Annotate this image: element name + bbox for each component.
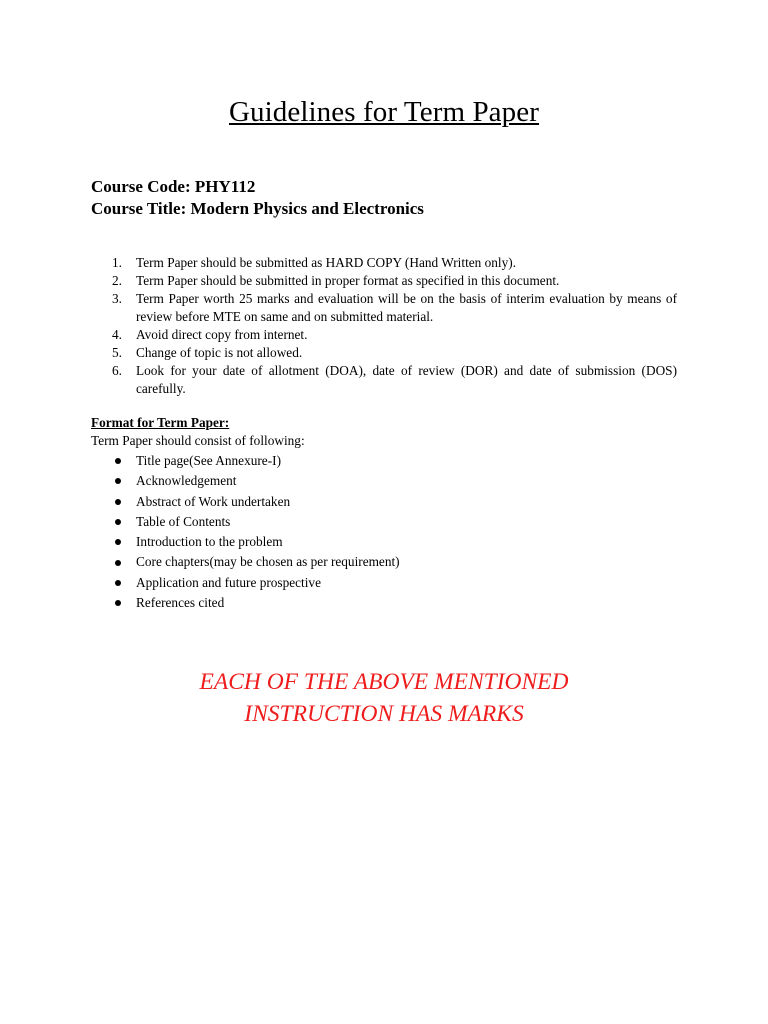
instruction-text: Term Paper should be submitted in proper format as specified in this document. bbox=[136, 273, 560, 288]
format-item-text: Introduction to the problem bbox=[136, 534, 283, 550]
instruction-item bbox=[91, 272, 677, 290]
format-intro: Term Paper should consist of following: bbox=[91, 433, 305, 448]
format-list bbox=[91, 451, 400, 613]
instruction-list bbox=[91, 254, 677, 398]
bullet-icon bbox=[91, 458, 136, 464]
format-item-text: Table of Contents bbox=[136, 513, 231, 529]
format-list-item bbox=[91, 451, 400, 471]
format-list-item bbox=[91, 532, 400, 552]
format-list-item bbox=[91, 512, 400, 532]
instruction-item bbox=[91, 362, 677, 398]
instruction-text: Look for your date of allotment (DOA), date of review (DOR) and date of submission (DOS) carefully. bbox=[136, 363, 677, 396]
marks-warning bbox=[0, 666, 768, 730]
instruction-number: 1. bbox=[112, 255, 122, 270]
instruction-text: Term Paper worth 25 marks and evaluation will be on the basis of interim evaluation by means of review before MTE on same and on submitted material. bbox=[136, 291, 677, 324]
format-list-item bbox=[91, 492, 400, 512]
instruction-item bbox=[91, 290, 677, 326]
format-list-item bbox=[91, 593, 400, 613]
format-item-text: Abstract of Work undertaken bbox=[136, 493, 291, 509]
instruction-number: 3. bbox=[112, 291, 122, 306]
bullet-icon bbox=[91, 539, 136, 545]
instruction-number: 5. bbox=[112, 345, 122, 360]
format-list-item bbox=[91, 471, 400, 491]
format-list-item bbox=[91, 552, 400, 572]
page-title: Guidelines for Term Paper bbox=[229, 96, 539, 128]
format-item-text: Acknowledgement bbox=[136, 473, 237, 489]
format-heading: Format for Term Paper: bbox=[91, 415, 230, 430]
format-list-item bbox=[91, 573, 400, 593]
instruction-number: 6. bbox=[112, 363, 122, 378]
format-item-text: Core chapters(may be chosen as per requirement) bbox=[136, 554, 400, 570]
format-item-text: Application and future prospective bbox=[136, 574, 321, 590]
bullet-icon bbox=[91, 519, 136, 525]
instruction-number: 4. bbox=[112, 327, 122, 342]
instruction-item bbox=[91, 344, 677, 362]
instruction-item bbox=[91, 254, 677, 272]
instruction-text: Avoid direct copy from internet. bbox=[136, 327, 308, 342]
warning-line-2: INSTRUCTION HAS MARKS bbox=[244, 701, 524, 727]
instruction-text: Term Paper should be submitted as HARD COPY (Hand Written only). bbox=[136, 255, 517, 270]
format-item-text: References cited bbox=[136, 595, 225, 611]
instruction-item bbox=[91, 326, 677, 344]
warning-line-1: EACH OF THE ABOVE MENTIONED bbox=[199, 669, 569, 695]
bullet-icon bbox=[91, 580, 136, 586]
instruction-number: 2. bbox=[112, 273, 122, 288]
bullet-icon bbox=[91, 560, 136, 566]
bullet-icon bbox=[91, 600, 136, 606]
instruction-text: Change of topic is not allowed. bbox=[136, 345, 303, 360]
format-item-text: Title page(See Annexure-I) bbox=[136, 453, 281, 468]
course-info bbox=[91, 176, 424, 220]
bullet-icon bbox=[91, 499, 136, 505]
bullet-icon bbox=[91, 478, 136, 484]
course-title: Course Title: Modern Physics and Electronics bbox=[91, 199, 424, 218]
course-code: Course Code: PHY112 bbox=[91, 177, 256, 196]
